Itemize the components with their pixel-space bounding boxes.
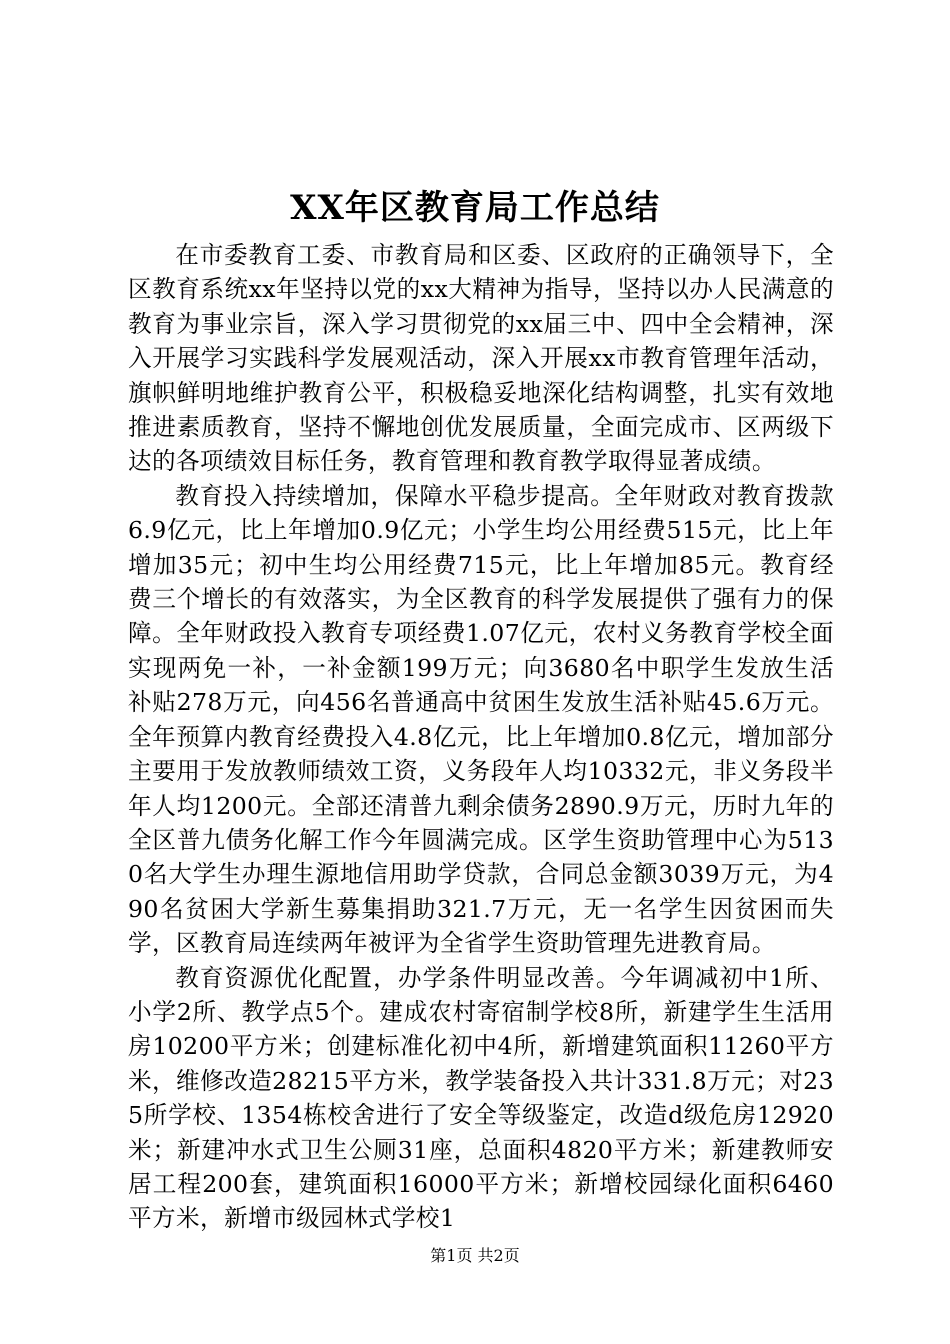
paragraph-investment: 教育投入持续增加，保障水平稳步提高。全年财政对教育拨款6.9亿元，比上年增加0.9亿元；小学生均公用经费515元，比上年增加35元；初中生均公用经费715元，比上年增加85元。教育经费三个增长的有效落实，为全区教育的科学发展提供了强有力的保障。全年财政投入教育专项经费1.07亿元，农村义务教育学校全面实现两免一补，一补金额199万元；向3680名中职学生发放生活补贴278万元，向456名普通高中贫困生发放生活补贴45.6万元。全年预算内教育经费投入4.8亿元，比上年增加0.8亿元，增加部分主要用于发放教师绩效工资，义务段年人均10332元，非义务段半年人均1200元。全部还清普九剩余债务2890.9万元，历时九年的全区普九债务化解工作今年圆满完成。区学生资助管理中心为5130名大学生办理生源地信用助学贷款，合同总金额3039万元，为490名贫困大学新生募集捐助321.7万元，无一名学生因贫困而失学，区教育局连续两年被评为全省学生资助管理先进教育局。 <box>128 481 834 958</box>
paragraph-intro: 在市委教育工委、市教育局和区委、区政府的正确领导下，全区教育系统xx年坚持以党的xx大精神为指导，坚持以办人民满意的教育为事业宗旨，深入学习贯彻党的xx届三中、四中全会精神，深入开展学习实践科学发展观活动，深入开展xx市教育管理年活动，旗帜鲜明地维护教育公平，积极稳妥地深化结构调整，扎实有效地推进素质教育，坚持不懈地创优发展质量，全面完成市、区两级下达的各项绩效目标任务，教育管理和教育教学取得显著成绩。 <box>128 241 834 476</box>
page-footer: 第1页 共2页 <box>430 1246 520 1265</box>
paragraph-resources: 教育资源优化配置，办学条件明显改善。今年调减初中1所、小学2所、教学点5个。建成农村寄宿制学校8所，新建学生生活用房10200平方米；创建标准化初中4所，新增建筑面积11260平方米，维修改造28215平方米，教学装备投入共计331.8万元；对235所学校、1354栋校舍进行了安全等级鉴定，改造d级危房12920米；新建冲水式卫生公厕31座，总面积4820平方米；新建教师安居工程200套，建筑面积16000平方米；新增校园绿化面积6460平方米，新增市级园林式学校1 <box>128 963 834 1233</box>
document-body <box>128 238 834 1236</box>
document-title: XX年区教育局工作总结 <box>290 188 660 228</box>
